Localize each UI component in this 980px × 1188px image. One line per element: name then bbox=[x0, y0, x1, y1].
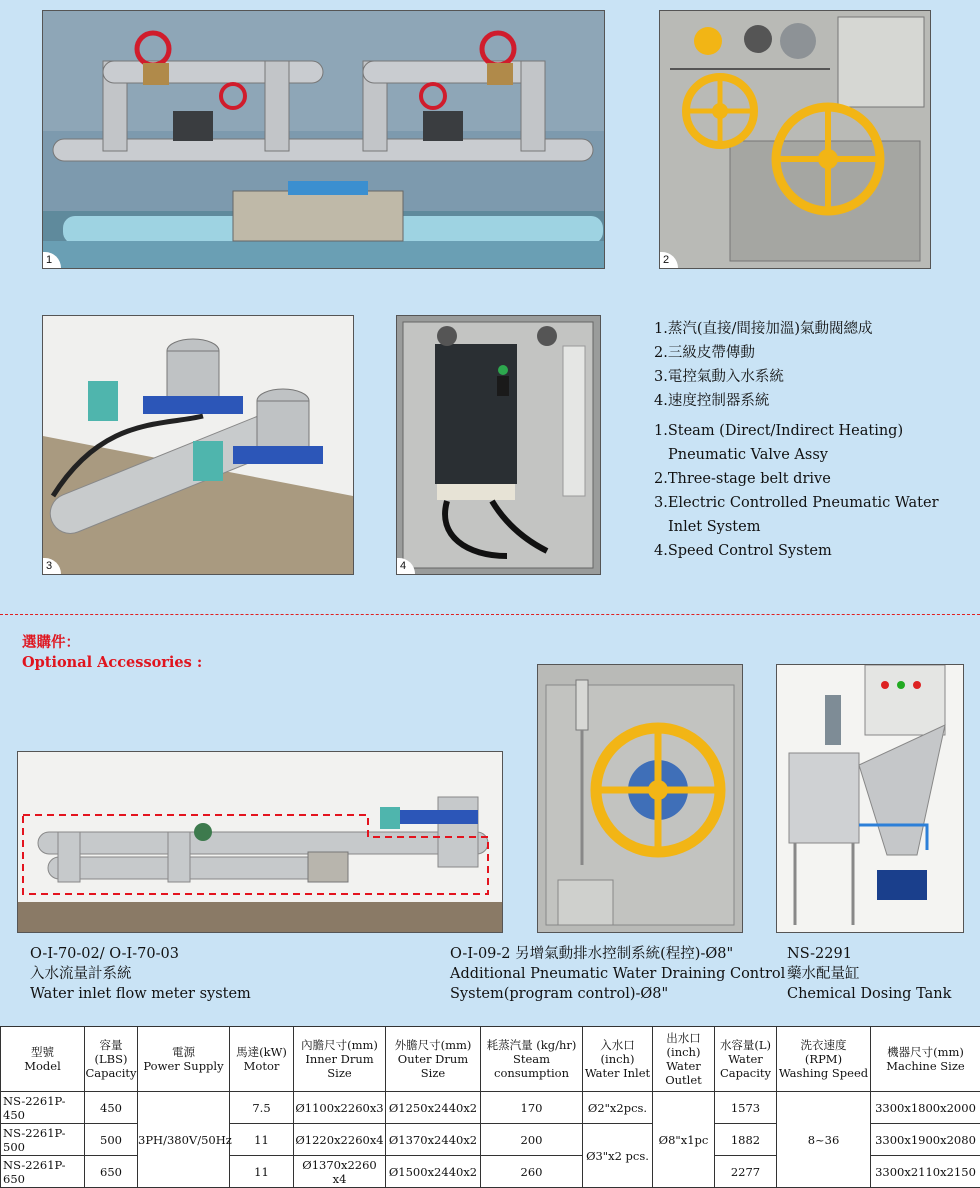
cell-machine-size: 3300x1900x2080 bbox=[871, 1124, 980, 1156]
feature-zh-item: 2.三級皮帶傳動 bbox=[654, 341, 976, 365]
accessory-code: O-I-70-02/ O-I-70-03 bbox=[30, 944, 251, 964]
feature-en-item: 4.Speed Control System bbox=[654, 539, 976, 563]
accessory-name-zh: 藥水配量缸 bbox=[787, 964, 951, 984]
header-cell-line: (LBS) bbox=[85, 1052, 137, 1066]
header-cell-line: 洗衣速度 bbox=[777, 1038, 870, 1052]
cell-inner-drum: Ø1100x2260x3 bbox=[294, 1092, 386, 1124]
feature-en-item: 2.Three-stage belt drive bbox=[654, 467, 976, 491]
cell-power-supply: 3PH/380V/50Hz bbox=[138, 1092, 230, 1188]
header-cell bbox=[583, 1027, 653, 1092]
header-cell-line: Water Outlet bbox=[653, 1059, 714, 1087]
accessory-name-en: Additional Pneumatic Water Draining Control bbox=[450, 964, 785, 984]
feature-zh-item: 1.蒸汽(直接/間接加溫)氣動閥總成 bbox=[654, 317, 976, 341]
accessory-caption-flow-meter bbox=[30, 944, 251, 1004]
optional-accessories-title bbox=[22, 633, 202, 673]
spec-header-row bbox=[1, 1027, 980, 1092]
photo-steam-valve-assembly bbox=[42, 10, 605, 269]
header-cell-line: Motor bbox=[230, 1059, 293, 1073]
header-cell-line: Water Inlet bbox=[583, 1066, 652, 1080]
header-cell bbox=[85, 1027, 138, 1092]
header-cell-line: 入水口 bbox=[583, 1038, 652, 1052]
cell-capacity: 650 bbox=[85, 1156, 138, 1188]
photo-chemical-dosing-tank bbox=[776, 664, 964, 933]
photo-pneumatic-water-inlet bbox=[42, 315, 354, 575]
accessory-name-en: System(program control)-Ø8" bbox=[450, 984, 785, 1004]
cell-inner-drum: Ø1370x2260 x4 bbox=[294, 1156, 386, 1188]
photo-pneumatic-drain bbox=[537, 664, 743, 933]
accessory-name-en: Chemical Dosing Tank bbox=[787, 984, 951, 1004]
cell-steam: 260 bbox=[481, 1156, 583, 1188]
cell-washing-speed: 8~36 bbox=[777, 1092, 871, 1188]
cell-water-capacity: 1882 bbox=[715, 1124, 777, 1156]
cell-machine-size: 3300x1800x2000 bbox=[871, 1092, 980, 1124]
cell-inner-drum: Ø1220x2260x4 bbox=[294, 1124, 386, 1156]
header-cell-line: 出水口 bbox=[653, 1031, 714, 1045]
feature-list bbox=[654, 317, 976, 563]
cell-model: NS-2261P-450 bbox=[1, 1092, 85, 1124]
header-cell-line: Outer Drum Size bbox=[386, 1052, 480, 1080]
header-cell-line: Machine Size bbox=[871, 1059, 980, 1073]
spec-table bbox=[0, 1026, 980, 1188]
cell-outer-drum: Ø1250x2440x2 bbox=[386, 1092, 481, 1124]
header-cell-line: 馬達(kW) bbox=[230, 1045, 293, 1059]
header-cell-line: Capacity bbox=[85, 1066, 137, 1080]
accessory-name-en: Water inlet flow meter system bbox=[30, 984, 251, 1004]
cell-steam: 170 bbox=[481, 1092, 583, 1124]
cell-water-capacity: 1573 bbox=[715, 1092, 777, 1124]
cell-outer-drum: Ø1370x2440x2 bbox=[386, 1124, 481, 1156]
cell-model: NS-2261P-500 bbox=[1, 1124, 85, 1156]
feature-zh-item: 4.速度控制器系統 bbox=[654, 389, 976, 413]
feature-en-item: 3.Electric Controlled Pneumatic Water Inlet System bbox=[654, 491, 976, 539]
cell-model: NS-2261P-650 bbox=[1, 1156, 85, 1188]
header-cell-line: 電源 bbox=[138, 1045, 229, 1059]
cell-water-outlet: Ø8"x1pc bbox=[653, 1092, 715, 1188]
cell-steam: 200 bbox=[481, 1124, 583, 1156]
header-cell-line: Capacity bbox=[715, 1066, 776, 1080]
accessory-caption-dosing-tank bbox=[787, 944, 951, 1004]
header-cell bbox=[294, 1027, 386, 1092]
header-cell-line: 外膽尺寸(mm) bbox=[386, 1038, 480, 1052]
header-cell-line: 機器尺寸(mm) bbox=[871, 1045, 980, 1059]
header-cell bbox=[1, 1027, 85, 1092]
accessory-code: NS-2291 bbox=[787, 944, 951, 964]
photo-speed-controller bbox=[396, 315, 601, 575]
photo-number: 4 bbox=[397, 558, 415, 574]
header-cell-line: (RPM) bbox=[777, 1052, 870, 1066]
cell-water-inlet: Ø3"x2 pcs. bbox=[583, 1124, 653, 1188]
header-cell-line: 容量 bbox=[85, 1038, 137, 1052]
header-cell bbox=[481, 1027, 583, 1092]
header-cell bbox=[230, 1027, 294, 1092]
header-cell bbox=[138, 1027, 230, 1092]
header-cell-line: Steam consumption bbox=[481, 1052, 582, 1080]
optional-title-zh: 選購件： bbox=[22, 633, 202, 653]
header-cell-line: (inch) bbox=[583, 1052, 652, 1066]
feature-en-item: 1.Steam (Direct/Indirect Heating) Pneumatic Valve Assy bbox=[654, 419, 976, 467]
header-cell-line: 型號 bbox=[1, 1045, 84, 1059]
table-row bbox=[1, 1092, 980, 1124]
header-cell bbox=[386, 1027, 481, 1092]
header-cell-line: Water bbox=[715, 1052, 776, 1066]
header-cell-line: 內膽尺寸(mm) bbox=[294, 1038, 385, 1052]
header-cell bbox=[653, 1027, 715, 1092]
photo-flow-meter bbox=[17, 751, 503, 933]
cell-motor: 7.5 bbox=[230, 1092, 294, 1124]
header-cell-line: Power Supply bbox=[138, 1059, 229, 1073]
feature-list-en bbox=[654, 419, 976, 563]
accessory-code: O-I-09-2 另增氣動排水控制系統(程控)-Ø8" bbox=[450, 944, 785, 964]
header-cell-line: 耗蒸汽量 (kg/hr) bbox=[481, 1038, 582, 1052]
cell-outer-drum: Ø1500x2440x2 bbox=[386, 1156, 481, 1188]
photo-number: 1 bbox=[43, 252, 61, 268]
cell-capacity: 500 bbox=[85, 1124, 138, 1156]
feature-list-zh bbox=[654, 317, 976, 413]
header-cell bbox=[871, 1027, 980, 1092]
cell-capacity: 450 bbox=[85, 1092, 138, 1124]
accessory-caption-drain bbox=[450, 944, 785, 1004]
section-divider bbox=[0, 614, 980, 615]
cell-water-capacity: 2277 bbox=[715, 1156, 777, 1188]
header-cell-line: Washing Speed bbox=[777, 1066, 870, 1080]
photo-number: 2 bbox=[660, 252, 678, 268]
feature-zh-item: 3.電控氣動入水系統 bbox=[654, 365, 976, 389]
photo-belt-drive bbox=[659, 10, 931, 269]
header-cell-line: 水容量(L) bbox=[715, 1038, 776, 1052]
header-cell bbox=[715, 1027, 777, 1092]
cell-machine-size: 3300x2110x2150 bbox=[871, 1156, 980, 1188]
cell-motor: 11 bbox=[230, 1124, 294, 1156]
cell-motor: 11 bbox=[230, 1156, 294, 1188]
optional-title-en: Optional Accessories : bbox=[22, 653, 202, 673]
photo-number: 3 bbox=[43, 558, 61, 574]
header-cell bbox=[777, 1027, 871, 1092]
header-cell-line: Inner Drum Size bbox=[294, 1052, 385, 1080]
accessory-name-zh: 入水流量計系統 bbox=[30, 964, 251, 984]
cell-water-inlet: Ø2"x2pcs. bbox=[583, 1092, 653, 1124]
header-cell-line: Model bbox=[1, 1059, 84, 1073]
header-cell-line: (inch) bbox=[653, 1045, 714, 1059]
